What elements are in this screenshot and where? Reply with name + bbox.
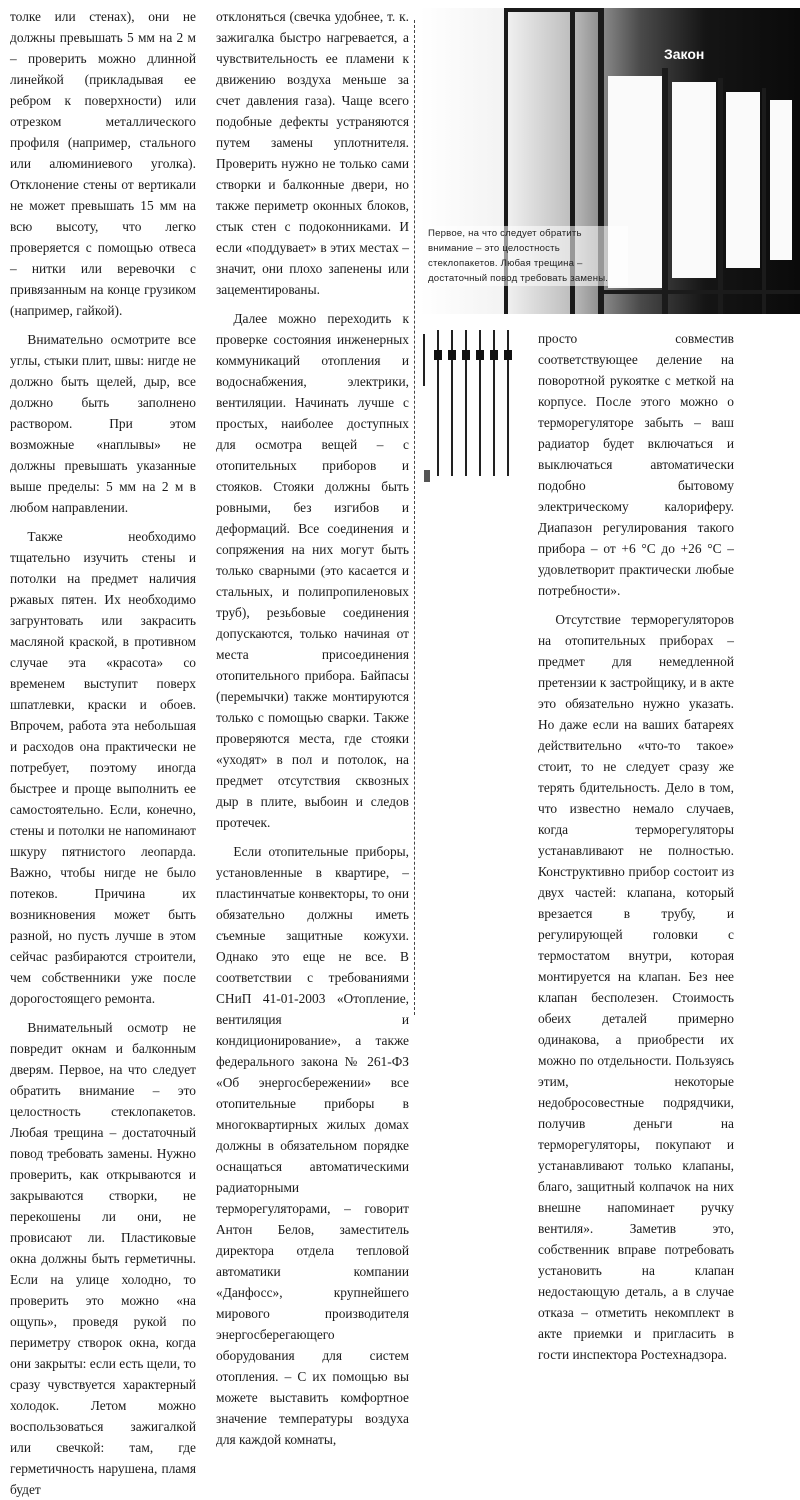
radiator-image — [420, 326, 530, 486]
paragraph: просто совместив соответствующее деление на поворотной рукоятке с меткой на корпусе. После этого можно о терморегуляторе забыть – ваш радиатор будет включаться и выключаться автоматически подобно бытовому электрическому калориферу. Диапазон регулирования такого прибора – от +6 °С до +26 °С – удовлетворит практически любые потребности». — [538, 331, 734, 598]
photo-title: Закон — [664, 46, 705, 62]
scan-artifact — [424, 470, 430, 482]
paragraph: Отсутствие терморегуляторов на отопительных приборах – предмет для немедленной претензии к застройщику, и в акте это обязательно нужно указать. Но даже если на ваших батареях действительно «что-то такое» стоит, то не следует сразу же терять бдительность. Дело в том, что известно немало случаев, когда терморегуляторы устанавливают не полностью. Конструктивно прибор состоит из двух частей: клапана, который врезается в трубу, и регулирующей головки с термостатом внутри, которая монтируется на клапан. Без нее клапан бесполезен. Стоимость обеих деталей примерно одинакова, а приобрести их можно по отдельности. Пользуясь этим, некоторые недобросовестные подрядчики, получив деньги на терморегуляторы, покупают и устанавливают только клапаны, благо, защитный колпачок на них внешне напоминает ручку вентиля». Заметив это, собственник вправе потребовать установить на клапан недостающую деталь, а в случае отказа – отметить некомплект в акте приемки и пригласить в гости инспектора Ростехнадзора. — [538, 612, 734, 1362]
paragraph: Если отопительные приборы, установленные в квартире, – пластинчатые конвекторы, то они обязательно должны иметь съемные защитные кожухи. Однако это еще не все. В соответствии с требованиями СНиП 41-01-2003 «Отопление, вентиляция и кондиционирование», а также федерального закона № 261-ФЗ «Об энергосбережении» все отопительные приборы в многоквартирных жилых домах должны в обязательном порядке оснащаться автоматическими радиаторными терморегуляторами, – говорит Антон Белов, заместитель директора отдела тепловой автоматики компании «Данфосс», крупнейшего мирового производителя энергосберегающего оборудования для систем отопления. – С их помощью вы можете выставить комфортное значение температуры воздуха для каждой комнаты, — [216, 844, 409, 1447]
text-column-1 — [10, 6, 196, 1500]
paragraph: толке или стенах), они не должны превышать 5 мм на 2 м – проверить можно длинной линейкой (прикладывая ее ребром к поверхности) или отрезком металлического профиля (например, стального или алюминиевого уголка). Отклонение стены от вертикали не может превышать 15 мм на всю высоту, что легко проверяется с помощью отвеса – нитки или веревочки с привязанным на конце грузиком (например, гайкой). — [10, 9, 196, 318]
paragraph: Также необходимо тщательно изучить стены и потолки на предмет наличия ржавых пятен. Их необходимо загрунтовать или закрасить масляной краской, в противном случае эта «красота» со временем выступит поверх шпатлевки, краски и обоев. Впрочем, работа эта небольшая и расходов она практически не потребует, поэтому иногда быстрее и проще выполнить ее самостоятельно. Если, конечно, стены и потолки не напоминают шкуру пятнистого леопарда. Важно, чтобы нигде не было потеков. Причина их возникновения может быть разной, но пусть лучше в этом сейчас разбираются строители, чем собственники уже после дорогостоящего ремонта. — [10, 529, 196, 1006]
photo-caption: Первое, на что следует обратить внимание – это целостность стеклопакетов. Любая трещина – достаточный повод требовать замены. — [428, 226, 628, 286]
text-column-2 — [216, 6, 409, 1450]
paragraph: Внимательно осмотрите все углы, стыки плит, швы: нигде не должно быть щелей, дыр, все должно быть заполнено раствором. При этом возможные «наплывы» не должны превышать указанные выше пределы: 5 мм на 2 м в любом направлении. — [10, 332, 196, 515]
paragraph: отклоняться (свечка удобнее, т. к. зажигалка быстро нагревается, а чувствительность ее пламени к движению воздуха меньше за счет давления газа). Чаще всего подобные дефекты устраняются путем замены уплотнителя. Проверить нужно не только сами створки и балконные двери, но также периметр оконных блоков, стык стен с подоконниками. И если «поддувает» в этих местах – значит, они плохо запенены или зацементированы. — [216, 9, 409, 297]
paragraph: Далее можно переходить к проверке состояния инженерных коммуникаций отопления и водоснабжения, электрики, вентиляции. Начинать лучше с простых, наиболее доступных для осмотра вещей – с отопительных приборов и стояков. Стояки должны быть ровными, без изгибов и деформаций. Все соединения и сопряжения на них могут быть только сварными (это касается и стальных, и полипропиленовых труб), резьбовые соединения допускаются, только начиная от места присоединения отопительного прибора. Байпасы (перемычки) также монтируются только с помощью сварки. Также проверяются места, где стояки «уходят» в пол и потолок, на предмет отсутствия сквозных дыр в плите, выбоин и следов протечек. — [216, 311, 409, 830]
window-photo — [420, 8, 800, 314]
text-column-3 — [538, 328, 734, 1365]
column-divider — [414, 20, 415, 1015]
paragraph: Внимательный осмотр не повредит окнам и балконным дверям. Первое, на что следует обратить внимание – это целостность стеклопакетов. Любая трещина – достаточный повод требовать замены. Нужно проверить, как открываются и закрываются створки, не перекошены ли они, не провисают ли. Пластиковые окна должны быть герметичны. Если на улице холодно, то проверить это можно «на ощупь», проведя рукой по периметру створок окна, когда они закрыты: если есть щели, то сразу чувствуется характерный холодок. Летом можно воспользоваться зажигалкой или свечкой: там, где герметичность нарушена, пламя будет — [10, 1020, 196, 1497]
